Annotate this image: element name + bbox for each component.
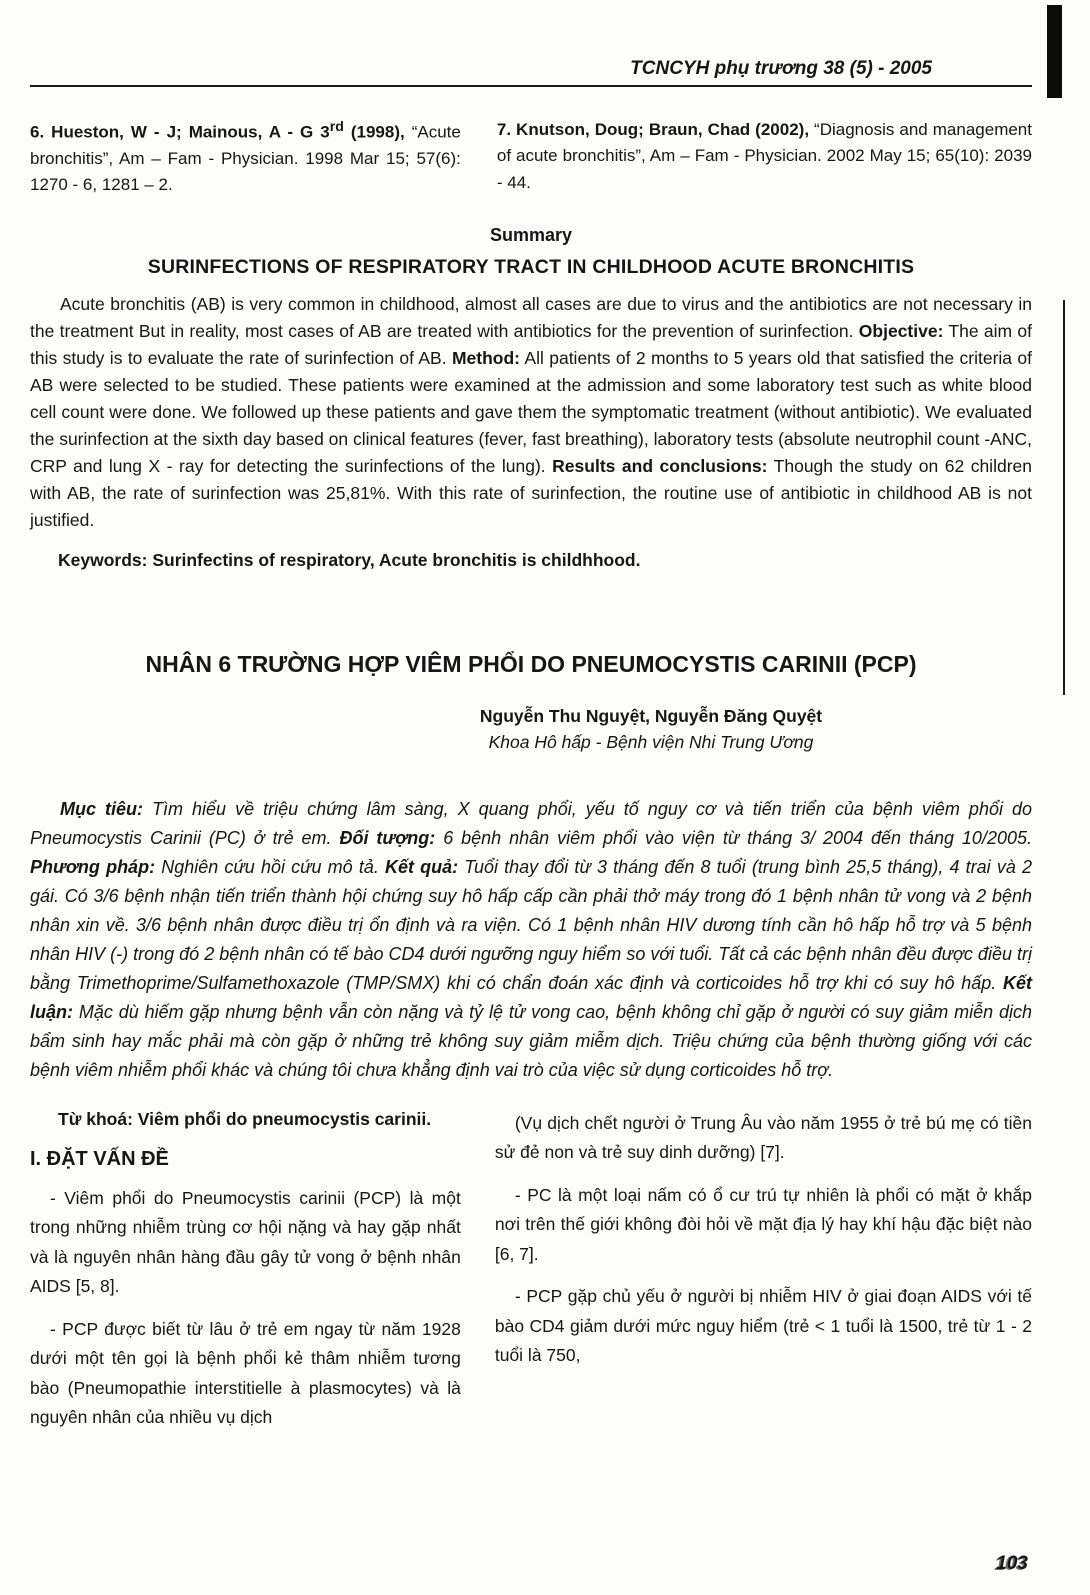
body-paragraph: (Vụ dịch chết người ở Trung Âu vào năm 1955 ở trẻ bú mẹ có tiền sử đẻ non và trẻ suy dinh dưỡng) [7]. [494,1112,1032,1163]
body-paragraph: - PCP gặp chủ yếu ở người bị nhiễm HIV ở giai đoạn AIDS với tế bào CD4 giảm dưới mức nguy hiểm (trẻ < 1 tuổi là 1500, trẻ từ 1 - 2 tuổi là 750, [494,1286,1032,1366]
abstract-label-phuong-phap: Phương pháp: [30,856,156,877]
reference-7 [497,117,1032,199]
journal-header [30,58,1032,80]
abstract-segment: The aim of this study is to evaluate the rate of surinfection of AB. [30,320,1032,368]
right-column [495,1109,1032,1433]
vietnamese-abstract [30,795,1032,1085]
journal-header-title: TCNCYH phụ trương 38 (5) - 2005 [630,58,932,79]
abstract-label-method: Method: [451,347,520,368]
abstract-segment: Acute bronchitis (AB) is very common in childhood, almost all cases are due to virus and the antibiotics are not necessary in the treatment But in reality, most cases of AB are treated with antibiotics for the prevention of surinfection. [30,293,1032,341]
english-keywords: Keywords: Surinfectins of respiratory, Acute bronchitis is childhhood. [58,549,641,570]
reference-6-year: (1998), [343,122,405,142]
reference-6-ordinal-text: rd [329,119,344,135]
abstract-segment: Mặc dù hiếm gặp nhưng bệnh vẫn còn nặng và tỷ lệ tử vong cao, bệnh không chỉ gặp ở người có suy giảm miễn dịch bẩm sinh hay mắc phải mà còn gặp ở những trẻ không suy giảm miễm dịch. Triệu chứng của bệnh thường giống với các bệnh viêm nhiễm phổi khác và chúng tôi chưa khẳng định vai trò của việc sử dụng corticoides hỗ trợ. [30,1001,1032,1080]
body-columns [30,1109,1032,1433]
section-1-heading: I. ĐẶT VẤN ĐỀ [30,1147,169,1170]
scan-artifact-edge-line [1063,300,1066,695]
page-number: 103 [996,1553,1028,1574]
references-section [30,117,1032,199]
summary-heading: Summary [489,224,573,245]
reference-6-details: “Acute bronchitis”, Am – Fam - Physician. 1998 Mar 15; 57(6): 1270 - 6, 1281 – 2. [30,122,461,195]
english-abstract [30,291,1032,534]
abstract-segment: Tìm hiểu về triệu chứng lâm sàng, X quang phổi, yếu tố nguy cơ và tiến triển của bệnh viêm phổi do Pneumocystis Carinii (PC) ở trẻ em. [30,798,1032,848]
english-article-title: SURINFECTIONS OF RESPIRATORY TRACT IN CHILDHOOD ACUTE BRONCHITIS [147,255,915,278]
abstract-segment: 6 bệnh nhân viêm phổi vào viện từ tháng 3/ 2004 đến tháng 10/2005. [435,827,1032,848]
abstract-segment: Tuổi thay đổi từ 3 tháng đến 8 tuổi (trung bình 25,5 tháng), 4 trai và 2 gái. Có 3/6 bệnh nhận tiến triển thành hội chứng suy hô hấp cấp cần phải thở máy trong đó 1 bệnh nhân tử vong và 2 bệnh nhân xin về. 3/6 bệnh nhân được điều trị ổn định và ra viện. Có 1 bệnh nhân HIV dương tính cần hô hấp hỗ trợ và 5 bệnh nhân HIV (-) trong đó 2 bệnh nhân có tế bào CD4 dưới ngưỡng nguy hiểm so với tuổi. Tất cả các bệnh nhân đều được điều trị bằng Trimethoprime/Sulfamethoxazole (TMP/SMX) khi có chẩn đoán xác định và corticoides hỗ trợ khi có suy hô hấp. [30,856,1032,993]
affiliation: Khoa Hô hấp - Bệnh viện Nhi Trung Ương [488,731,814,752]
header-rule [30,85,1032,87]
article-title: NHÂN 6 TRƯỜNG HỢP VIÊM PHỔI DO PNEUMOCYSTIS CARINII (PCP) [145,650,917,677]
body-paragraph: - Viêm phổi do Pneumocystis carinii (PCP) là một trong những nhiễm trùng cơ hội nặng và hay gặp nhất và là nguyên nhân hàng đầu gây tử vong ở bệnh nhân AIDS [5, 8]. [30,1187,461,1297]
abstract-label-results: Results and conclusions: [552,455,768,476]
abstract-label-ket-qua: Kết quả: [384,856,459,877]
abstract-segment: Nghiên cứu hồi cứu mô tả. [155,856,385,877]
reference-7-details: “Diagnosis and management of acute bronchitis”, Am – Fam - Physician. 2002 May 15; 65(10): 2039 - 44. [496,120,1032,192]
reference-6-authors: 6. Hueston, W - J; Mainous, A - G 3 [30,122,330,142]
body-paragraph: - PC là một loại nấm có ổ cư trú tự nhiên là phổi có mặt ở khắp nơi trên thế giới không đòi hỏi về mặt địa lý hay khí hậu đặc biệt nào [6, 7]. [494,1184,1032,1264]
reference-6 [30,117,461,199]
reference-6-ordinal [330,119,344,135]
abstract-segment: Though the study on 62 children with AB, the rate of surinfection was 25,81%. With this rate of surinfection, the routine use of antibiotic in childhood AB is not justified. [30,455,1032,530]
abstract-label-doi-tuong: Đối tượng: [339,827,436,848]
scan-artifact-corner-bar [1047,5,1062,98]
reference-7-authors: 7. Knutson, Doug; Braun, Chad (2002), [496,120,810,139]
abstract-label-muc-tieu: Mục tiêu: [60,798,144,819]
abstract-segment: All patients of 2 months to 5 years old that satisfied the criteria of AB were selected to be studied. These patients were examined at the admission and some laboratory test such as white blood cell count were done. We followed up these patients and gave them the symptomatic treatment (without antibiotic). We evaluated the surinfection at the sixth day based on clinical features (fever, fast breathing), laboratory tests (absolute neutrophil count -ANC, CRP and lung X - ray for detecting the surinfections of the lung). [30,347,1032,476]
left-column [30,1109,461,1433]
vietnamese-keywords: Từ khoá: Viêm phổi do pneumocystis carinii. [58,1108,432,1129]
abstract-label-objective: Objective: [858,320,944,341]
abstract-label-ket-luan: Kết luận: [30,972,1032,1022]
body-paragraph: - PCP được biết từ lâu ở trẻ em ngay từ năm 1928 dưới một tên gọi là bệnh phổi kẻ thâm nhiễm tương bào (Pneumopathie interstitielle à plasmocytes) và là nguyên nhân của nhiều vụ dịch [30,1318,461,1428]
authors: Nguyễn Thu Nguyệt, Nguyễn Đăng Quyệt [479,705,823,726]
